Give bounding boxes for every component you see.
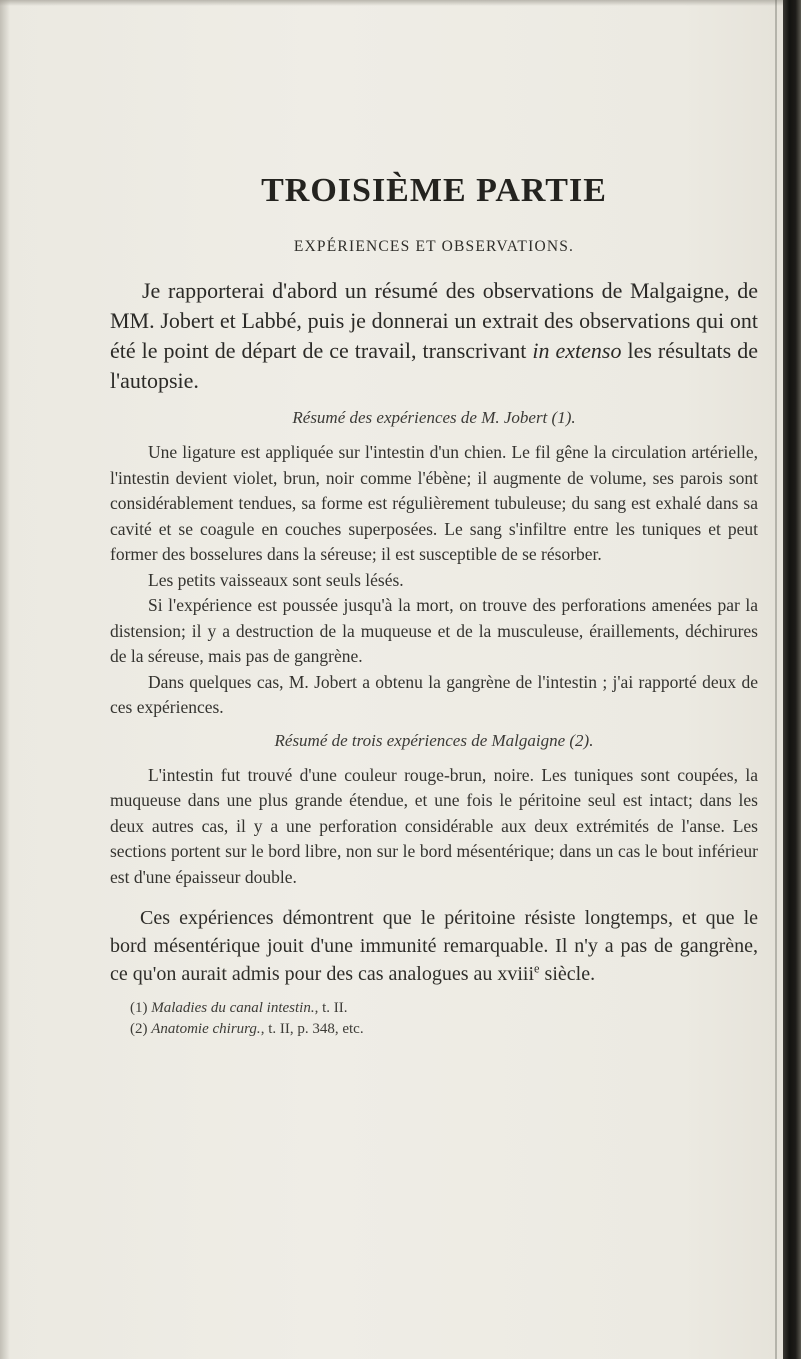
- conclusion-paragraph: [110, 904, 758, 988]
- conclusion-text-before: Ces expériences démontrent que le péritoine résiste longtemps, et que le bord mésentérique jouit d'une immunité remarquable. Il n'y a pas de gangrène, ce qu'on aurait admis pour des cas analogues au xviii: [110, 907, 758, 985]
- century-superscript: e: [534, 961, 540, 976]
- jobert-paragraph-2: Les petits vaisseaux sont seuls lésés.: [148, 569, 404, 590]
- footnote-1-marker: (1): [130, 1000, 148, 1016]
- malgaigne-paragraph-1: L'intestin fut trouvé d'une couleur rouge-brun, noire. Les tuniques sont coupées, la muqueuse dans une plus grande étendue, et une fois le péritoine seul est intact; dans les deux autres cas, il y a une perforation considérable aux deux extrémités de l'anse. Les sections portent sur le bord libre, non sur le bord mésentérique; dans un cas le bout inférieur est d'une épaisseur double.: [110, 764, 758, 887]
- malgaigne-section-title: Résumé de trois expériences de Malgaigne (2).: [274, 730, 594, 750]
- page-text-block: [110, 172, 758, 1040]
- footnote-1-rest: , t. II.: [314, 1000, 348, 1016]
- section-subtitle: EXPÉRIENCES ET OBSERVATIONS.: [293, 238, 575, 255]
- intro-text-after: les résultats de l'autopsie.: [110, 338, 758, 393]
- footnotes: [110, 998, 758, 1040]
- intro-italic-phrase: in extenso: [532, 338, 622, 363]
- jobert-section-title: Résumé des expériences de M. Jobert (1).: [292, 408, 576, 427]
- jobert-paragraph-3: Si l'expérience est poussée jusqu'à la mort, on trouve des perforations amenées par la distension; il y a destruction de la muqueuse et de la musculeuse, éraillements, déchirures de la séreuse, mais pas de gangrène.: [110, 595, 758, 666]
- footnote-2-rest: , t. II, p. 348, etc.: [260, 1021, 364, 1037]
- page-left-shadow: [0, 0, 10, 1359]
- binding-crease: [775, 0, 777, 1359]
- intro-text-before: Je rapporterai d'abord un résumé des observations de Malgaigne, de MM. Jobert et Labbé, puis je donnerai un extrait des observations qui ont été le point de départ de ce travail, transcrivant: [110, 278, 758, 363]
- jobert-paragraph-1: Une ligature est appliquée sur l'intestin d'un chien. Le fil gêne la circulation artérielle, l'intestin devient violet, brun, noir comme l'ébène; il augmente de volume, ses parois sont considérablement tendues, sa forme est régulièrement tubuleuse; du sang est exhalé dans sa cavité et se coagule en couches superposées. Le sang s'infiltre entre les tuniques et peut former des bosselures dans la séreuse; il est susceptible de se résorber.: [110, 442, 758, 564]
- conclusion-text-after: siècle.: [539, 963, 596, 985]
- footnote-1-title: Maladies du canal intestin.: [151, 1000, 315, 1016]
- footnote-2: [110, 1019, 758, 1040]
- footnote-1: [110, 998, 758, 1019]
- intro-paragraph: [110, 276, 758, 396]
- book-binding-edge: [783, 0, 801, 1359]
- footnote-2-title: Anatomie chirurg.: [151, 1021, 261, 1037]
- page-top-edge: [0, 0, 801, 6]
- footnote-2-marker: (2): [130, 1021, 148, 1037]
- jobert-paragraph-4: Dans quelques cas, M. Jobert a obtenu la gangrène de l'intestin ; j'ai rapporté deux de ces expériences.: [110, 671, 758, 717]
- part-title: TROISIÈME PARTIE: [261, 172, 607, 209]
